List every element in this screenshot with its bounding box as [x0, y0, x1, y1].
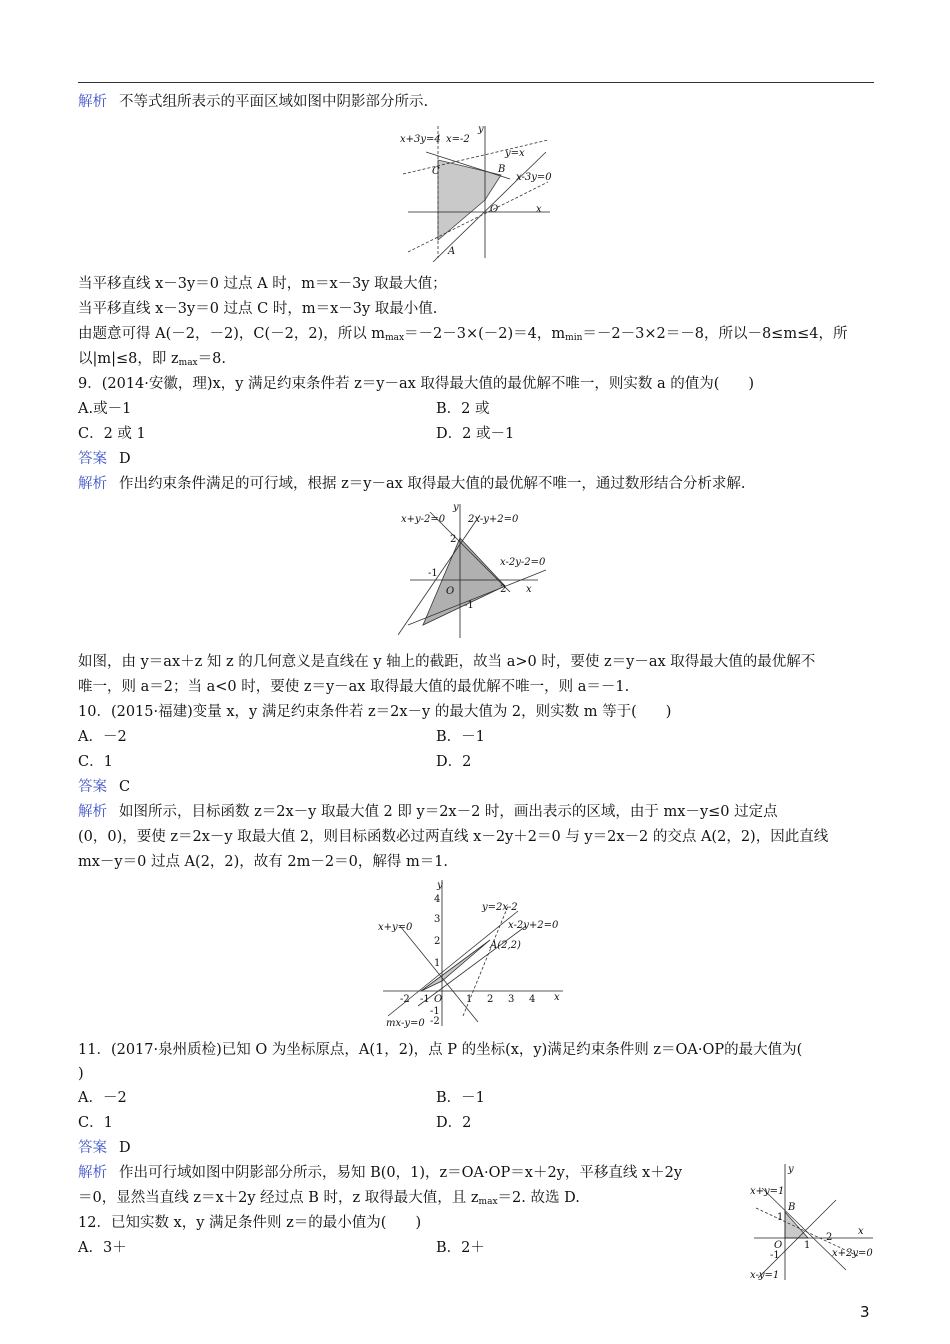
fig-label: O — [774, 1240, 783, 1251]
fig-label: x — [536, 204, 542, 215]
q10-option-a: A．－2 — [78, 729, 127, 745]
q10-figure — [378, 876, 578, 1028]
q11-option-a: A．－2 — [78, 1090, 127, 1106]
fig-label: 2 — [450, 534, 457, 545]
fig-label: y — [788, 1164, 794, 1175]
fig-label: 2 — [434, 936, 441, 947]
q10-line2: (0，0)，要使 z＝2x－y 取最大值 2，则目标函数必过两直线 x－2y＋2＝0 与 y＝2x－2 的交点 A(2，2)，因此直线 — [78, 829, 829, 845]
q11-line2: ＝0，显然当直线 z＝x＋2y 经过点 B 时，z 取得最大值，且 $z_{max}=2$. 故选 D. — [78, 1190, 580, 1207]
fig-label: x — [554, 992, 560, 1003]
fig-label: -1 — [428, 568, 438, 579]
fig-label: 1 — [777, 1212, 784, 1223]
fig-label: mx-y=0 — [386, 1018, 425, 1028]
fig-label: 1 — [434, 958, 441, 969]
fig-label: x+y-2=0 — [401, 514, 446, 525]
q12-option-a: A．3＋ — [78, 1240, 127, 1256]
fig-label: 2 — [826, 1232, 833, 1243]
fig-label: 4 — [529, 994, 536, 1005]
q9-option-b: B．2 或 — [436, 401, 490, 417]
fig-label: x+y=1 — [750, 1186, 785, 1197]
q9-line1: 如图，由 y＝ax＋z 知 z 的几何意义是直线在 y 轴上的截距，故当 a>0 时，要使 z＝y－ax 取得最大值的最优解不 — [78, 654, 816, 670]
fig-label: 1 — [804, 1240, 811, 1251]
fig-label: O — [490, 204, 499, 215]
fig-label: x-2y+2=0 — [508, 920, 559, 931]
s8-analysis: 解析 不等式组所表示的平面区域如图中阴影部分所示. — [78, 94, 429, 110]
fig-label: A — [448, 246, 456, 257]
q10-stem: 10．(2015·福建)变量 x，y 满足约束条件若 z＝2x－y 的最大值为 2，则实数 m 等于( ) — [78, 704, 672, 720]
q10-option-d: D．2 — [436, 754, 472, 770]
fig-label: 2 — [500, 584, 507, 595]
fig-label: 4 — [434, 894, 441, 905]
q12-stem: 12．已知实数 x，y 满足条件则 z＝的最小值为( ) — [78, 1215, 422, 1231]
q10-option-c: C．1 — [78, 754, 113, 770]
q11-option-c: C．1 — [78, 1115, 113, 1131]
q9-option-a: A.或－1 — [78, 401, 132, 417]
fig-label: x-2y-2=0 — [500, 557, 546, 568]
fig-label: x — [526, 584, 532, 595]
fig-label: -1 — [770, 1250, 780, 1261]
fig-label: x — [858, 1226, 864, 1237]
fig-label: x+3y=4 — [400, 134, 441, 145]
fig-label: -2 — [430, 1016, 440, 1027]
fig-label: 3 — [508, 994, 515, 1005]
q12-option-b: B．2＋ — [436, 1240, 485, 1256]
s8-line3: 由题意可得 A(－2，－2)，C(－2，2)，所以 $m_{max}=-2-3\times(-2)=4$，$m_{min}=-2-3\times 2=-8$，所以－8≤m≤4，所 — [78, 326, 848, 343]
q10-answer: 答案 C — [78, 779, 131, 795]
fig-label: y — [478, 124, 484, 135]
fig-label: x-3y=0 — [516, 172, 552, 183]
s8-line2: 当平移直线 x－3y＝0 过点 C 时，m＝x－3y 取最小值. — [78, 301, 438, 317]
fig-label: A(2,2) — [490, 940, 521, 951]
fig-label: B — [788, 1202, 796, 1213]
fig-label: 1 — [466, 994, 473, 1005]
fig-label: x+y=0 — [378, 922, 413, 933]
q10-option-b: B．－1 — [436, 729, 485, 745]
fig-label: x=-2 — [446, 134, 470, 145]
q9-line2: 唯一，则 a＝2；当 a<0 时，要使 z＝y－ax 取得最大值的最优解不唯一，则 a＝－1. — [78, 679, 630, 695]
fig-label: 3 — [434, 914, 441, 925]
fig-label: B — [498, 164, 506, 175]
q11-stem: 11．(2017·泉州质检)已知 O 为坐标原点，A(1，2)，点 P 的坐标(x，y)满足约束条件则 z＝OA·OP的最大值为( — [78, 1042, 803, 1058]
page-number: 3 — [860, 1303, 870, 1321]
fig-label: O — [434, 994, 443, 1005]
fig-label: -2 — [400, 994, 410, 1005]
q10-analysis: 解析 如图所示，目标函数 z＝2x－y 取最大值 2 即 y＝2x－2 时，画出表示的区域，由于 mx－y≤0 过定点 — [78, 804, 778, 820]
q11-answer: 答案 D — [78, 1140, 131, 1156]
s8-line1: 当平移直线 x－3y＝0 过点 A 时，m＝x－3y 取最大值； — [78, 276, 447, 292]
q11-analysis: 解析 作出可行域如图中阴影部分所示，易知 B(0，1)，z＝OA·OP＝x＋2y，平移直线 x＋2y — [78, 1165, 683, 1181]
fig-label: y=x — [505, 148, 525, 159]
q10-line3: mx－y＝0 过点 A(2，2)，故有 2m－2＝0，解得 m＝1. — [78, 854, 449, 870]
fig-label: 2x-y+2=0 — [468, 514, 519, 525]
top-rule — [78, 82, 874, 83]
q11-stem-cont: ) — [78, 1066, 84, 1082]
fig-label: -1 — [420, 994, 430, 1005]
q9-answer: 答案 D — [78, 451, 131, 467]
q11-option-d: D．2 — [436, 1115, 472, 1131]
q11-option-b: B．－1 — [436, 1090, 485, 1106]
q9-analysis: 解析 作出约束条件满足的可行域，根据 z＝y－ax 取得最大值的最优解不唯一，通过数形结合分析求解. — [78, 476, 746, 492]
q9-option-d: D．2 或－1 — [436, 426, 515, 442]
fig-label: O — [446, 586, 455, 597]
s8-line4: 以|m|≤8，即 $z_{max}=8$. — [78, 351, 226, 368]
fig-label: x+2y=0 — [832, 1248, 873, 1259]
s8-figure — [398, 122, 558, 262]
fig-label: y — [437, 880, 443, 891]
q9-option-c: C．2 或 1 — [78, 426, 146, 442]
fig-label: 2 — [487, 994, 494, 1005]
fig-label: -1 — [430, 1006, 440, 1017]
fig-label: y — [453, 502, 459, 513]
fig-label: y=2x-2 — [482, 902, 518, 913]
fig-label: C — [432, 166, 440, 177]
q9-stem: 9．(2014·安徽，理)x，y 满足约束条件若 z＝y－ax 取得最大值的最优解不唯一，则实数 a 的值为( ) — [78, 376, 755, 392]
fig-label: -1 — [464, 600, 474, 611]
fig-label: x-y=1 — [750, 1270, 780, 1281]
q9-figure — [398, 500, 563, 642]
